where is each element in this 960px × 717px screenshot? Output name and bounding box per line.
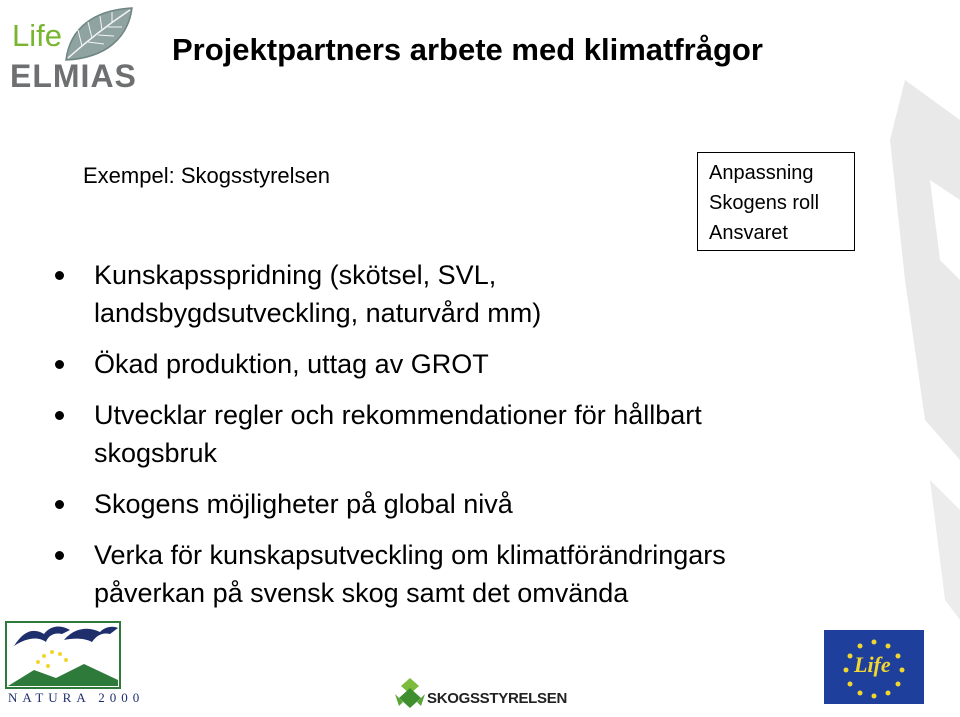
logo-life-text: Life [12,18,62,53]
eu-life-logo [824,630,924,704]
info-box-line: Skogens roll [709,192,820,214]
natura-2000-logo [4,620,145,714]
bullet-item [52,345,892,383]
natura-label: NATURA 2000 [8,690,145,705]
bullet-text: Kunskapsspridning (skötsel, SVL, [94,260,497,290]
bullet-item [52,256,892,332]
page-title: Projektpartners arbete med klimatfrågor [172,32,763,67]
info-box-line: Anpassning [709,162,814,184]
bullet-dot-icon [55,551,64,560]
info-box [697,152,855,251]
bullet-dot-icon [55,360,64,369]
bullet-item [52,536,892,612]
logo-elmias-text: ELMIAS [10,58,137,94]
skogsstyrelsen-logo [393,676,567,712]
bullet-text: Skogens möjligheter på global nivå [94,489,513,519]
subtitle: Exempel: Skogsstyrelsen [83,163,330,188]
bullet-text: Verka för kunskapsutveckling om klimatförändringars [94,540,726,570]
bullet-dot-icon [55,411,64,420]
bullet-text: Utvecklar regler och rekommendationer för hållbart [94,400,702,430]
bullet-text: Ökad produktion, uttag av GROT [94,349,489,379]
bullet-list [52,256,892,625]
bullet-text: landsbygdsutveckling, naturvård mm) [94,298,542,328]
bullet-item [52,396,892,472]
bullet-text: påverkan på svensk skog samt det omvända [94,578,629,608]
leaf-icon [60,6,136,66]
skogsstyrelsen-label: SKOGSSTYRELSEN [427,690,567,707]
bullet-dot-icon [55,500,64,509]
bullet-text: skogsbruk [94,438,218,468]
info-box-line: Ansvaret [709,222,788,244]
natura-birds-icon [4,620,122,690]
life-elmias-logo [10,6,160,96]
bullet-item [52,485,892,523]
bullet-dot-icon [55,271,64,280]
skogsstyrelsen-tree-icon [393,676,427,712]
eu-life-label: Life [854,652,891,677]
